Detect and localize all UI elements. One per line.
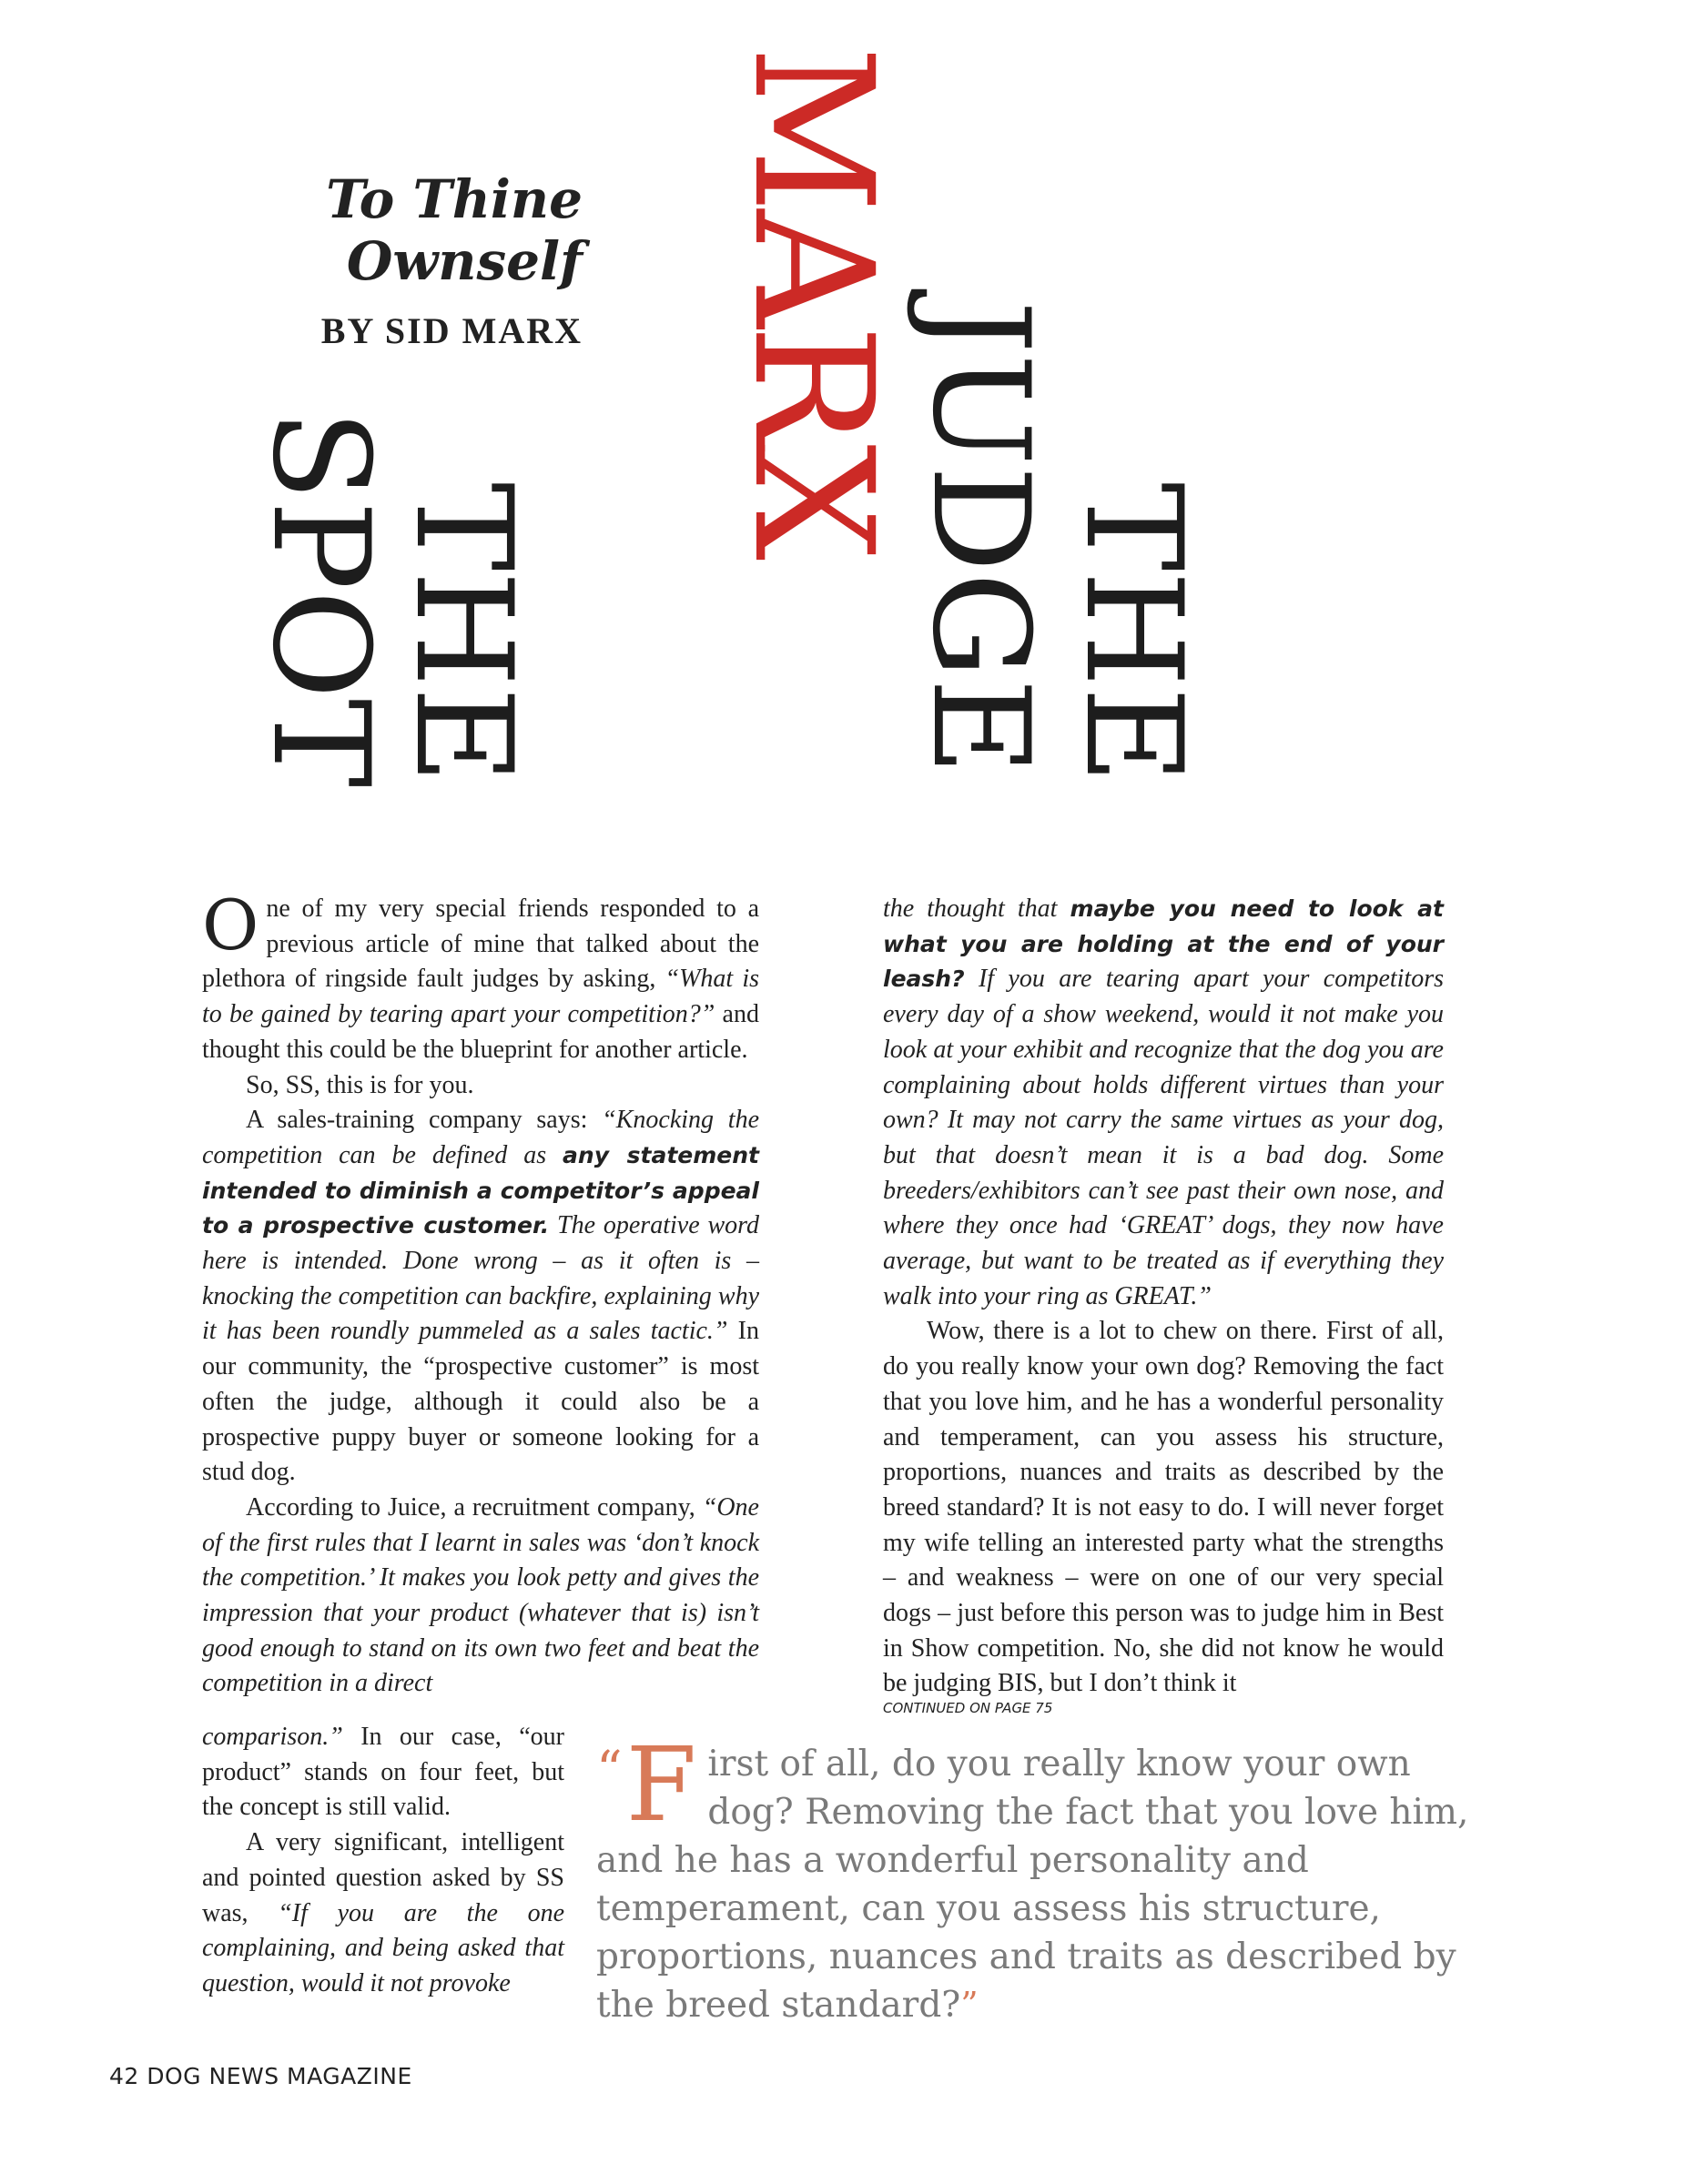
title-word-marx: MARX: [717, 46, 908, 557]
quote-run: “If you are the one complaining, and being asked that question, would it not provoke: [202, 1898, 564, 1997]
text-run: In our case, “our product” stands on four feet, but the concept is still valid.: [202, 1723, 564, 1822]
text-run: A sales-training company says:: [246, 1106, 603, 1135]
byline: BY SID MARX: [320, 310, 583, 351]
paragraph-3: [202, 1103, 759, 1491]
pull-quote-text: irst of all, do you really know your own dog? Removing the fact that you love him, and he has a wonderful personality and temperament, can you assess his structure, proportions, nuances and traits as described by the breed standard?: [596, 1744, 1469, 2026]
continued-notice: CONTINUED ON PAGE 75: [883, 1700, 1053, 1716]
article-column-1-continuation: [202, 1720, 564, 2002]
text-run: A very significant, intelligent and pointed question asked by SS was,: [202, 1828, 564, 1927]
drop-cap: O: [202, 885, 259, 966]
quote-run: “One of the first rules that I learnt in sales was ‘don’t knock the competition.’ It makes you look petty and gives the impression that your product (whatever that is) isn’t good enough to stand on its own two feet and beat the competition in a direct: [202, 1492, 759, 1698]
title-word-judge: JUDGE: [903, 300, 1058, 775]
pull-quote: [596, 1726, 1470, 2029]
quote-run: “Knocking the competition can be defined as: [202, 1106, 759, 1169]
paragraph-4: [202, 1491, 759, 1702]
close-quote-mark: ”: [960, 1985, 979, 2025]
quote-run: comparison.”: [202, 1723, 343, 1751]
paragraph-4-end: [202, 1720, 564, 1825]
pull-quote-drop-cap: F: [625, 1726, 697, 1845]
text-run: According to Juice, a recruitment company,: [246, 1492, 703, 1522]
quote-run: the thought that: [883, 895, 1070, 923]
paragraph-6: [883, 892, 1444, 1314]
text-run: ne of my very special friends responded to a previous article of mine that talked about the plethora of ringside fault judges by asking,: [202, 895, 759, 994]
paragraph-1: [202, 885, 759, 1068]
text-run: and thought this could be the blueprint for another article.: [202, 1000, 759, 1064]
title-word-the: THE: [1056, 482, 1211, 784]
open-quote-mark: “: [596, 1741, 623, 1800]
paragraph-7: Wow, there is a lot to chew on there. First of all, do you really know your own dog? Removing the fact that you love him, and he has a wonderful personality and temperament, can you assess his structure, proportions, nuances and traits as described by the breed standard? It is not easy to do. I will never forget my wife telling an interested party what the strengths – and weakness – were on one of our very special dogs – just before this person was to judge him in Best in Show competition. No, she did not know he would be judging BIS, but I don’t think it: [883, 1317, 1444, 1698]
text-run: In our community, the “prospective customer” is most often the judge, although it could also be a prospective puppy buyer or someone looking for a stud dog.: [202, 1317, 759, 1487]
emphasis-run: any statement intended to diminish a competitor’s appeal to a prospective customer.: [202, 1141, 760, 1239]
article-column-2: [883, 892, 1444, 1702]
title-word-the-second: THE: [386, 482, 541, 784]
quote-run: “What is to be gained by tearing apart your competition?”: [202, 965, 759, 1029]
article-kicker: To Thine Ownself: [326, 168, 583, 292]
quote-run: The operative word here is intended. Done wrong – as it often is – knocking the competition can backfire, explaining why it has been roundly pummeled as a sales tactic.”: [202, 1211, 759, 1346]
quote-run: If you are tearing apart your competitors every day of a show weekend, would it not make you look at your exhibit and recognize that the dog you are complaining about holds different virtues than your own? It may not carry the same virtues as your dog, but that doesn’t mean it is a bad dog. Some breeders/exhibitors can’t see past their own nose, and where they once had ‘GREAT’ dogs, they now have average, but want to be treated as if everything they walk into your ring as GREAT.”: [883, 965, 1444, 1310]
title-word-spot: SPOT: [243, 410, 398, 788]
paragraph-5: [202, 1825, 564, 2002]
page-folio: 42 DOG NEWS MAGAZINE: [109, 2063, 412, 2089]
article-column-1: [202, 885, 760, 1702]
emphasis-run: maybe you need to look at what you are holding at the end of your leash?: [883, 895, 1445, 993]
paragraph-2: So, SS, this is for you.: [246, 1070, 474, 1099]
